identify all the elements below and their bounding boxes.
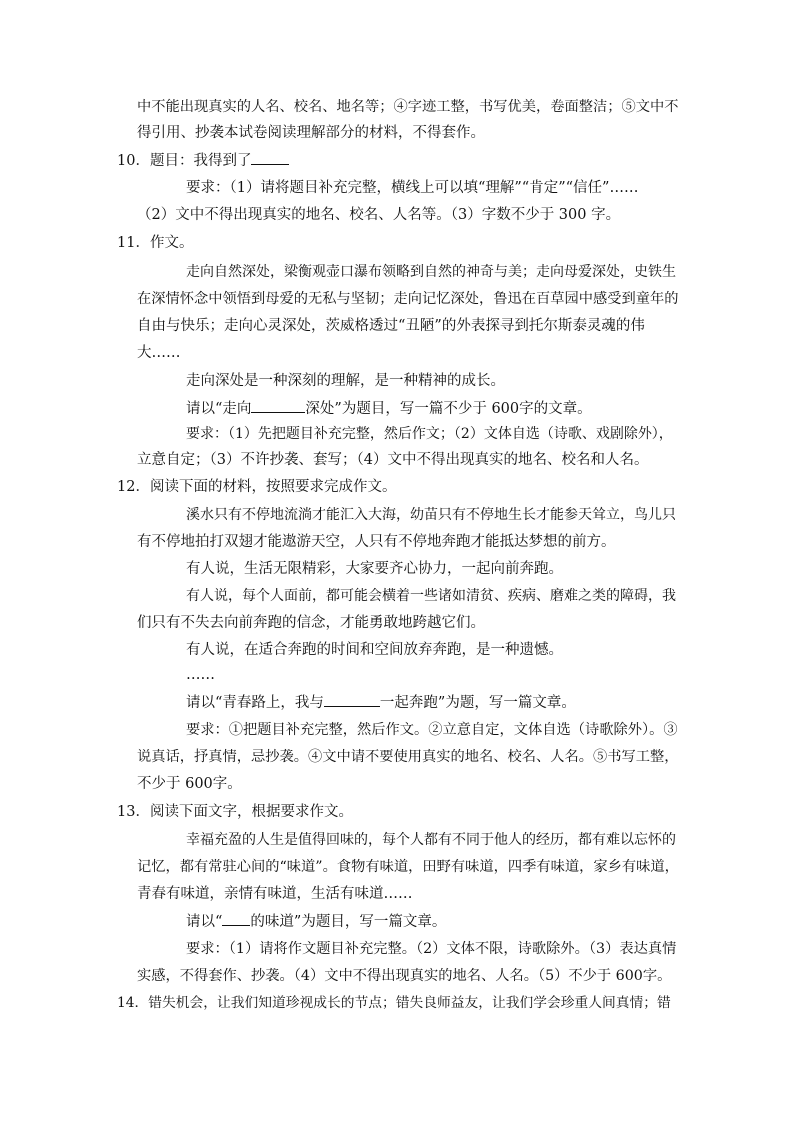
material-line: 有不停地拍打双翅才能遨游天空，人只有不停地奔跑才能抵达梦想的前方。	[137, 534, 616, 550]
material-line: 记忆，都有常驻心间的“味道”。食物有味道，田野有味道，四季有味道，家乡有味道，	[137, 859, 679, 875]
material-line: 大……	[137, 345, 181, 361]
question-number: 13．	[117, 804, 150, 820]
body-line: 中不能出现真实的人名、校名、地名等；④字迹工整，书写优美，卷面整洁；⑤文中不	[137, 99, 679, 115]
material-line: 有人说，在适合奔跑的时间和空间放弃奔跑，是一种遗憾。	[186, 642, 563, 658]
question-number: 11．	[117, 235, 150, 251]
requirement-line: 要求：（1）先把题目补充完整，然后作文；（2）文体自选（诗歌、戏剧除外），	[186, 426, 673, 442]
question-number: 14．	[117, 995, 149, 1011]
question-14-title	[117, 993, 671, 1013]
material-line: 幸福充盈的人生是值得回味的，每个人都有不同于他人的经历，都有难以忘怀的	[186, 832, 676, 848]
material-line: 溪水只有不停地流淌才能汇入大海，幼苗只有不停地生长才能参天耸立，鸟儿只	[186, 507, 676, 523]
prompt-line: 请以“走向 深处”为题目，写一篇不少于 600字的文章。	[186, 398, 592, 419]
material-line: 在深情怀念中领悟到母爱的无私与坚韧；走向记忆深处，鲁迅在百草园中感受到童年的	[137, 291, 679, 307]
question-title: 题目：我得到了	[149, 153, 252, 169]
material-line: 自由与快乐；走向心灵深处，茨威格透过“丑陋”的外表探寻到托尔斯泰灵魂的伟	[137, 318, 645, 334]
material-line: 有人说，生活无限精彩，大家要齐心协力，一起向前奔跑。	[186, 561, 563, 577]
question-13-title	[117, 802, 353, 822]
requirement-line: 要求：①把题目补充完整，然后作文。②立意自定，文体自选（诗歌除外）。③	[186, 722, 678, 738]
material-line: 青春有味道，亲情有味道，生活有味道……	[137, 886, 413, 902]
answer-blank	[251, 150, 289, 165]
question-12-title	[117, 477, 396, 497]
material-line: 有人说，每个人面前，都可能会横着一些诸如清贫、疾病、磨难之类的障碍，我	[186, 588, 676, 604]
body-line: 错失机会，让我们知道珍视成长的节点；错失良师益友，让我们学会珍重人间真情；错	[148, 995, 671, 1011]
requirement-line: 要求：（1）请将题目补充完整，横线上可以填“理解”“肯定”“信任”……	[186, 180, 639, 196]
requirement-line: 要求：（1）请将作文题目补充完整。（2）文体不限，诗歌除外。（3）表达真情	[186, 941, 677, 957]
answer-blank	[251, 398, 305, 413]
prompt-line: 请以“ 的味道”为题目，写一篇文章。	[186, 911, 446, 932]
prompt-line: 请以“青春路上，我与 一起奔跑”为题，写一篇文章。	[186, 692, 576, 713]
requirement-line: 立意自定；（3）不许抄袭、套写；（4）文中不得出现真实的地名、校名和人名。	[137, 452, 649, 468]
material-line: 走向自然深处，梁衡观壶口瀑布领略到自然的神奇与美；走向母爱深处，史铁生	[186, 264, 676, 280]
body-line: 得引用、抄袭本试卷阅读理解部分的材料，不得套作。	[137, 125, 485, 141]
requirement-line: 说真话，抒真情，忌抄袭。④文中请不要使用真实的地名、校名、人名。⑤书写工整，	[137, 749, 679, 765]
question-number: 10．	[117, 153, 150, 169]
answer-blank	[222, 911, 250, 926]
material-line: 们只有不失去向前奔跑的信念，才能勇敢地跨越它们。	[137, 615, 485, 631]
question-10-title	[117, 150, 289, 171]
question-number: 12．	[117, 479, 150, 495]
answer-blank	[324, 692, 380, 707]
material-line: 走向深处是一种深刻的理解，是一种精神的成长。	[186, 373, 505, 389]
question-11-title	[117, 233, 193, 253]
requirement-line: 不少于 600字。	[137, 776, 242, 792]
question-title: 作文。	[149, 235, 194, 251]
requirement-line: （2）文中不得出现真实的地名、校名、人名等。（3）字数不少于 300 字。	[137, 207, 621, 223]
question-title: 阅读下面文字，根据要求作文。	[149, 804, 353, 820]
material-line: ……	[186, 667, 215, 683]
question-title: 阅读下面的材料，按照要求完成作文。	[149, 479, 397, 495]
requirement-line: 实感，不得套作、抄袭。（4）文中不得出现真实的地名、人名。（5）不少于 600字。	[137, 968, 672, 984]
